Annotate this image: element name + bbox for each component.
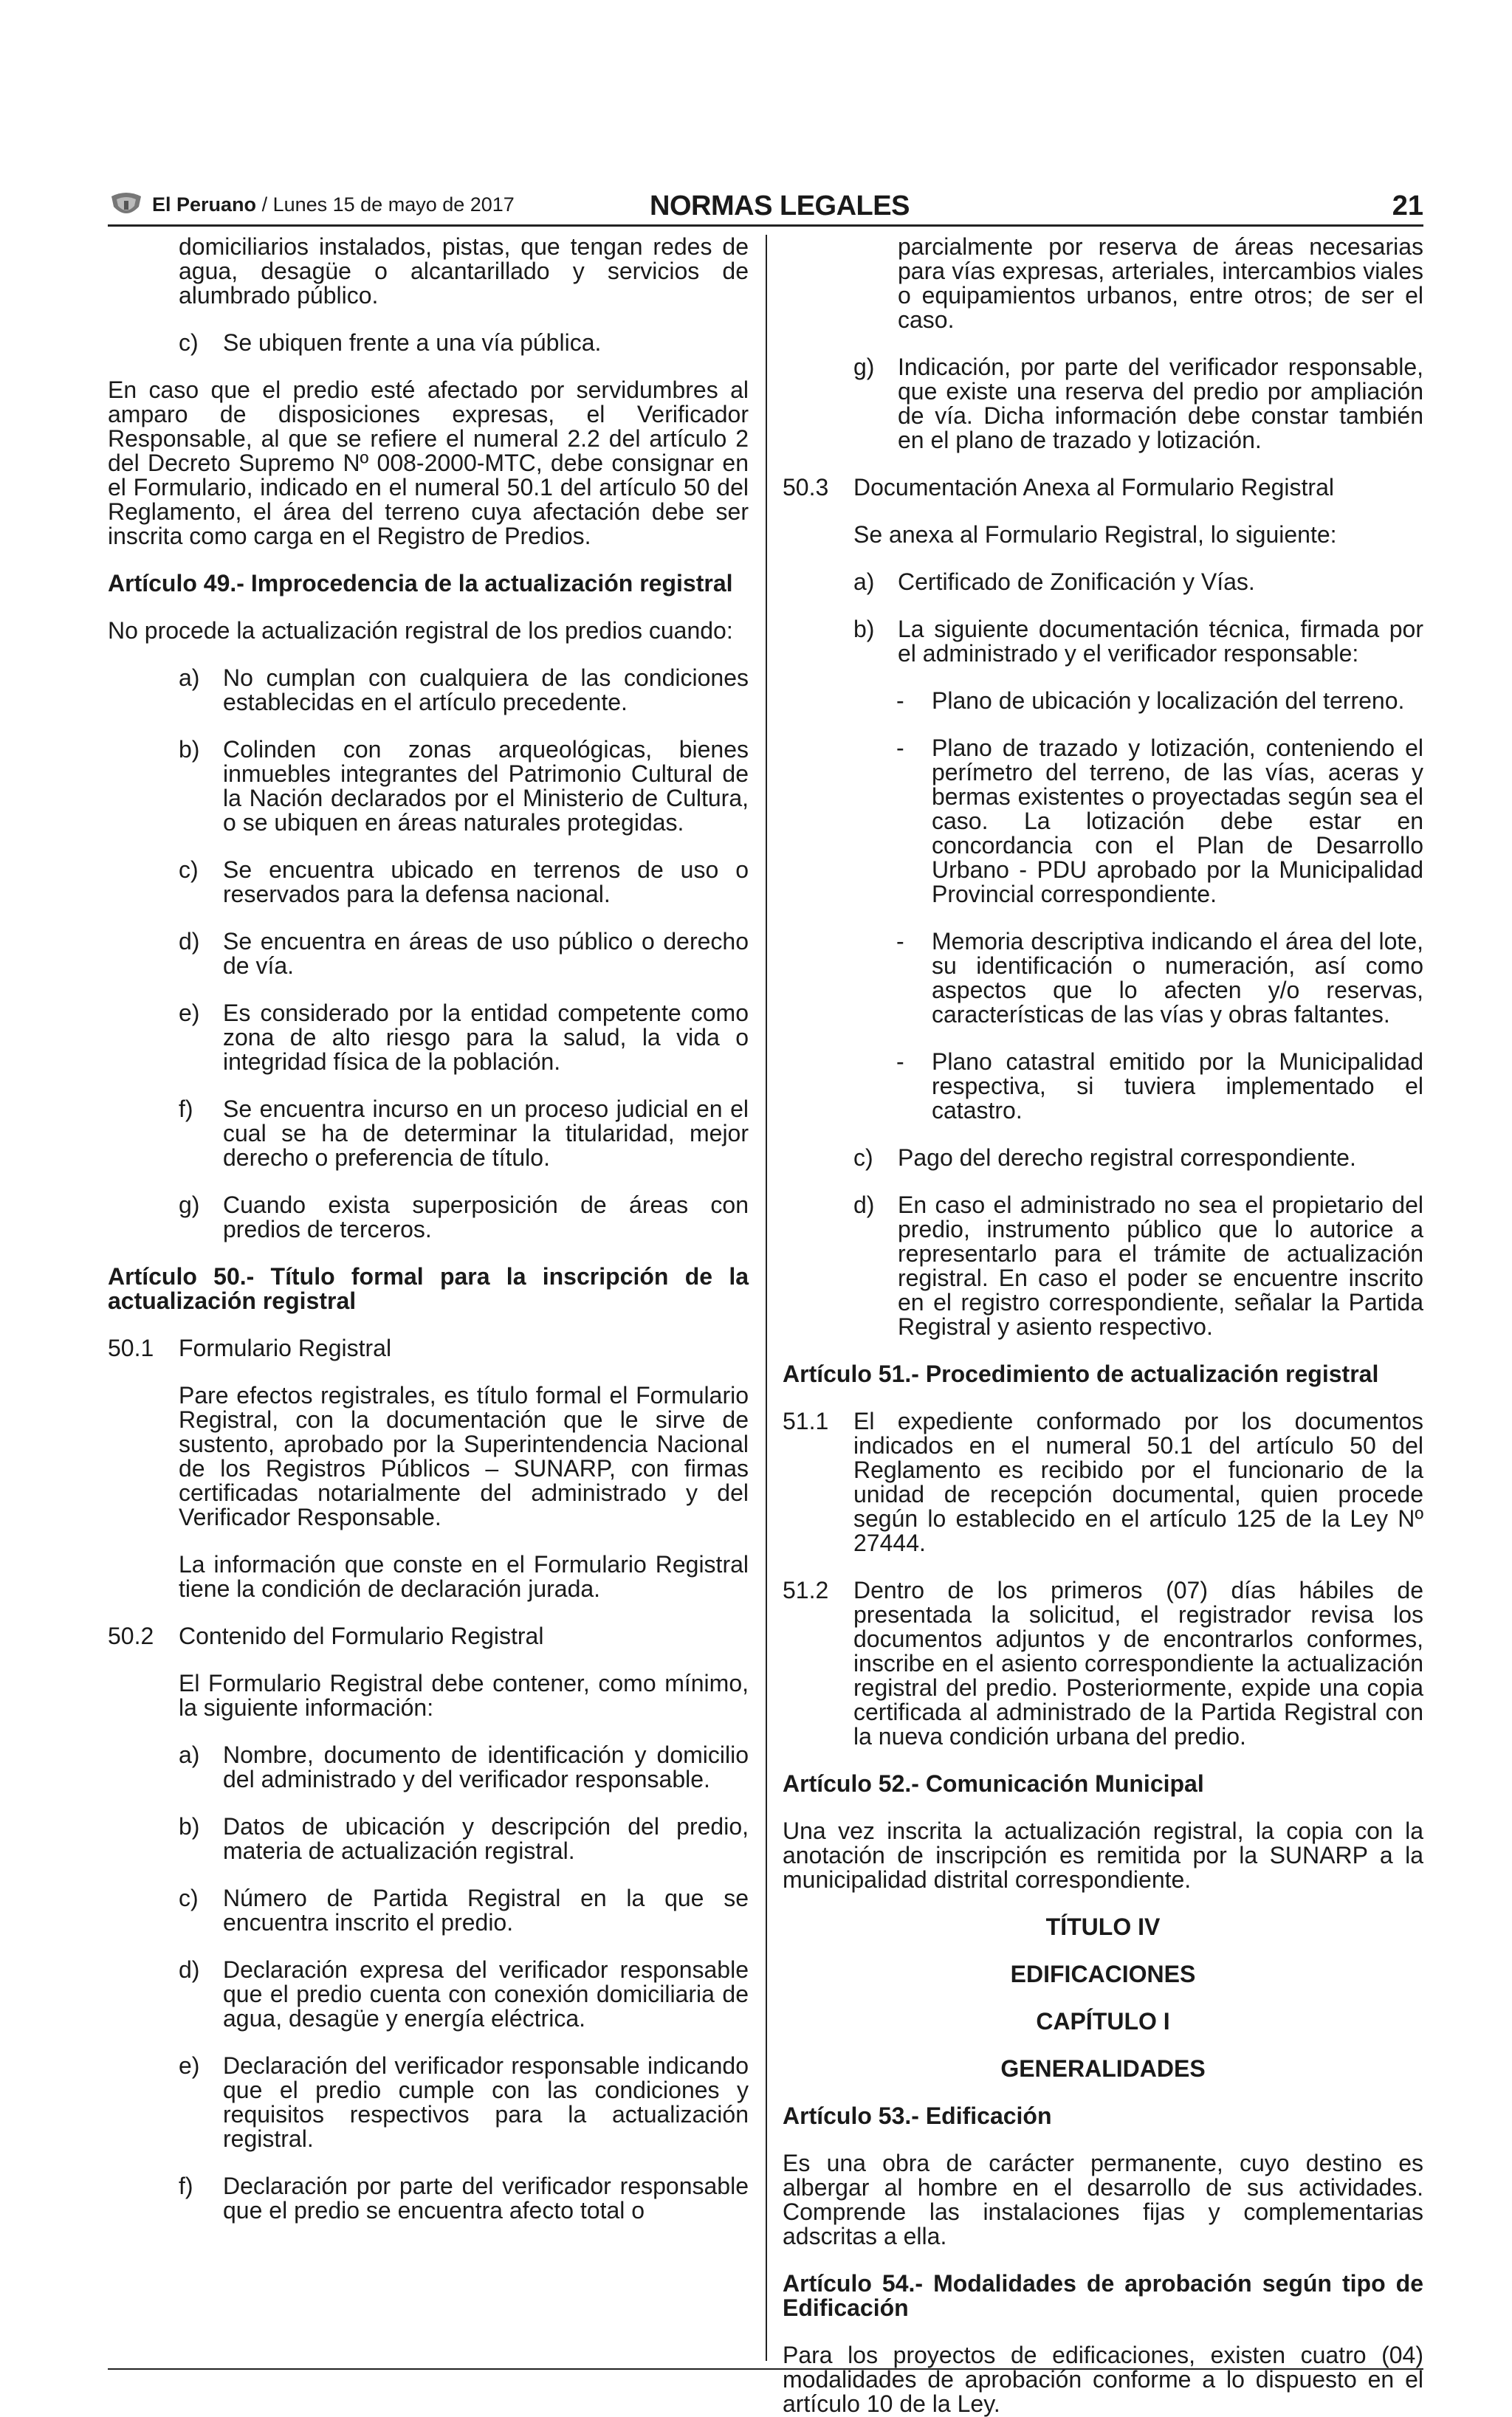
section-text: El expediente conformado por los documentos indicados en el numeral 50.1 del artículo 50 del Reglamento es recibido por el funcionario de la unidad de recepción documental, quien procede según lo establecido en el artículo 125 de la Ley Nº 27444.: [853, 1408, 1423, 1556]
paragraph: Para los proyectos de edificaciones, existen cuatro (04) modalidades de aprobación conforme a lo dispuesto en el artículo 10 de la Ley.: [783, 2342, 1423, 2417]
item-text: Datos de ubicación y descripción del predio, materia de actualización registral.: [223, 1813, 749, 1864]
numbered-section: [108, 1624, 749, 1648]
item-marker: -: [896, 1048, 904, 1075]
paragraph: No procede la actualización registral de los predios cuando:: [108, 617, 733, 644]
item-text: Nombre, documento de identificación y domicilio del administrado y del verificador responsable.: [223, 1742, 749, 1792]
right-column: [783, 235, 1423, 2416]
item-marker: f): [179, 1096, 193, 1122]
sub-list-item: [783, 1050, 1423, 1123]
section-number: 50.3: [783, 474, 829, 501]
list-item: [783, 570, 1423, 594]
item-text: Certificado de Zonificación y Vías.: [898, 568, 1255, 595]
item-text: Colinden con zonas arqueológicas, bienes inmuebles integrantes del Patrimonio Cultural de la Nación declarados por el Ministerio de Cultura, o se ubiquen en áreas naturales protegidas.: [223, 736, 749, 836]
sub-list-item: [783, 689, 1423, 713]
section-number: 50.1: [108, 1335, 154, 1361]
item-marker: e): [179, 1000, 200, 1026]
column-divider: [766, 235, 767, 2361]
item-text: Declaración por parte del verificador responsable que el predio se encuentra afecto total o: [223, 2173, 749, 2224]
sub-list-item: [783, 736, 1423, 907]
list-item: [783, 1146, 1423, 1170]
article-heading: Artículo 54.- Modalidades de aprobación según tipo de Edificación: [783, 2270, 1423, 2321]
item-marker: b): [179, 1813, 200, 1840]
numbered-section: [783, 475, 1423, 500]
section-title: NORMAS LEGALES: [650, 190, 910, 221]
item-marker: c): [179, 329, 199, 356]
chapter-name: GENERALIDADES: [1000, 2055, 1206, 2082]
item-marker: b): [853, 616, 875, 642]
item-marker: c): [179, 1885, 199, 1911]
paragraph: Una vez inscrita la actualización registral, la copia con la anotación de inscripción es remitida por la SUNARP a la municipalidad distrital correspondiente.: [783, 1818, 1423, 1893]
newspaper-name: El Peruano: [152, 193, 257, 216]
item-text: Pago del derecho registral correspondiente.: [898, 1144, 1356, 1171]
page-number: 21: [1392, 190, 1423, 221]
title-name: EDIFICACIONES: [1010, 1961, 1196, 1987]
item-marker: -: [896, 928, 904, 955]
paragraph: Pare efectos registrales, es título formal el Formulario Registral, con la documentación que le sirve de sustento, aprobado por la Superintendencia Nacional de los Registros Públicos – SUNARP, con firmas certificadas notarialmente del administrado y del Verificador Responsable.: [179, 1382, 749, 1530]
numbered-section: [108, 1336, 749, 1361]
sub-list-item: [783, 929, 1423, 1027]
section-title: Formulario Registral: [179, 1335, 392, 1361]
item-text: Es considerado por la entidad competente como zona de alto riesgo para la salud, la vida o integridad física de la población.: [223, 1000, 749, 1075]
header-rule: [108, 224, 1423, 227]
item-text: Indicación, por parte del verificador responsable, que existe una reserva del predio por ampliación de vía. Dicha información debe constar también en el plano de trazado y lotización.: [898, 354, 1423, 453]
list-item: [108, 1815, 749, 1863]
paragraph: En caso que el predio esté afectado por servidumbres al amparo de disposiciones expresas, el Verificador Responsable, al que se refiere el numeral 2.2 del artículo 2 del Decreto Supremo Nº 008-2000-MTC, debe consignar en el Formulario, indicado en el numeral 50.1 del artículo 50 del Reglamento, el área del terreno cuya afectación debe ser inscrita como carga en el Registro de Predios.: [108, 377, 749, 549]
coat-of-arms-icon: [108, 190, 145, 225]
publication-date: / Lunes 15 de mayo de 2017: [261, 193, 515, 216]
item-marker: d): [179, 928, 200, 955]
list-item: [783, 1193, 1423, 1339]
paragraph: La información que conste en el Formulario Registral tiene la condición de declaración jurada.: [179, 1551, 749, 1602]
section-title: Contenido del Formulario Registral: [179, 1623, 544, 1649]
paragraph: Se anexa al Formulario Registral, lo siguiente:: [853, 521, 1337, 548]
item-marker: a): [853, 568, 875, 595]
item-text: Se encuentra incurso en un proceso judicial en el cual se ha de determinar la titularidad, mejor derecho o preferencia de título.: [223, 1096, 749, 1171]
list-item: [108, 858, 749, 907]
item-text: Se encuentra en áreas de uso público o derecho de vía.: [223, 928, 749, 979]
list-item: [108, 2054, 749, 2151]
paragraph: Es una obra de carácter permanente, cuyo destino es albergar al hombre en el desarrollo de sus actividades. Comprende las instalaciones fijas y complementarias adscritas a ella.: [783, 2150, 1423, 2249]
item-marker: d): [179, 1956, 200, 1983]
list-item: [108, 2174, 749, 2223]
item-text: Plano catastral emitido por la Municipalidad respectiva, si tuviera implementado el catastro.: [932, 1048, 1423, 1124]
list-item: [783, 617, 1423, 666]
list-item: [108, 1001, 749, 1074]
list-item: [108, 738, 749, 835]
article-heading: Artículo 49.- Improcedencia de la actualización registral: [108, 570, 733, 596]
section-text: Dentro de los primeros (07) días hábiles de presentada la solicitud, el registrador revisa los documentos adjuntos y de encontrarlos conformes, inscribe en el asiento correspondiente la actualización registral del predio. Posteriormente, expide una copia certificada al administrado de la Partida Registral con la nueva condición urbana del predio.: [853, 1577, 1423, 1750]
section-number: 51.1: [783, 1408, 829, 1434]
article-heading: Artículo 51.- Procedimiento de actualización registral: [783, 1361, 1379, 1387]
paragraph: El Formulario Registral debe contener, como mínimo, la siguiente información:: [179, 1670, 749, 1721]
title-heading: TÍTULO IV: [1045, 1914, 1161, 1940]
numbered-section: [783, 1578, 1423, 1749]
numbered-section: [783, 1409, 1423, 1555]
list-item: [108, 1193, 749, 1242]
item-text: Plano de ubicación y localización del terreno.: [932, 687, 1405, 714]
item-text: La siguiente documentación técnica, firmada por el administrado y el verificador responsable:: [898, 616, 1423, 667]
item-text: Cuando exista superposición de áreas con predios de terceros.: [223, 1192, 749, 1242]
item-marker: c): [179, 856, 199, 883]
chapter-heading: CAPÍTULO I: [1036, 2008, 1170, 2035]
item-text: No cumplan con cualquiera de las condiciones establecidas en el artículo precedente.: [223, 664, 749, 715]
item-marker: g): [853, 354, 875, 380]
section-number: 50.2: [108, 1623, 154, 1649]
item-text: Declaración expresa del verificador responsable que el predio cuenta con conexión domiciliaria de agua, desagüe y energía eléctrica.: [223, 1956, 749, 2032]
item-text: Plano de trazado y lotización, conteniendo el perímetro del terreno, de las vías, aceras y bermas existentes o proyectadas según sea el caso. La lotización debe estar en concordancia con el Plan de Desarrollo Urbano - PDU aprobado por la Municipalidad Provincial correspondiente.: [932, 735, 1423, 907]
list-item: [108, 929, 749, 978]
list-item: [108, 1097, 749, 1170]
article-heading: Artículo 52.- Comunicación Municipal: [783, 1770, 1204, 1797]
item-marker: -: [896, 687, 904, 714]
article-heading: Artículo 50.- Título formal para la inscripción de la actualización registral: [108, 1263, 749, 1314]
item-marker: b): [179, 736, 200, 763]
item-marker: f): [179, 2173, 193, 2199]
article-heading: Artículo 53.- Edificación: [783, 2103, 1052, 2129]
item-text: Se ubiquen frente a una vía pública.: [223, 329, 602, 356]
list-item: [108, 666, 749, 715]
page-header: [108, 190, 1423, 223]
list-item: [108, 1886, 749, 1935]
item-marker: e): [179, 2052, 200, 2079]
publication-info: [152, 193, 515, 216]
list-item: [783, 355, 1423, 453]
continuation-text: domiciliarios instalados, pistas, que tengan redes de agua, desagüe o alcantarillado y servicios de alumbrado público.: [179, 233, 749, 309]
list-item: [108, 1958, 749, 2031]
item-marker: a): [179, 1742, 200, 1768]
list-item: [108, 331, 749, 355]
item-marker: d): [853, 1192, 875, 1218]
left-column: [108, 235, 749, 2223]
item-marker: c): [853, 1144, 873, 1171]
item-text: En caso el administrado no sea el propietario del predio, instrumento público que lo autorice a representarlo para el trámite de actualización registral. En caso el poder se encuentre inscrito en el registro correspondiente, señalar la Partida Registral y asiento respectivo.: [898, 1192, 1423, 1340]
section-number: 51.2: [783, 1577, 829, 1603]
item-text: Declaración del verificador responsable indicando que el predio cumple con las condiciones y requisitos respectivos para la actualización registral.: [223, 2052, 749, 2152]
item-text: Número de Partida Registral en la que se encuentra inscrito el predio.: [223, 1885, 749, 1936]
section-title: Documentación Anexa al Formulario Registral: [853, 474, 1334, 501]
item-marker: a): [179, 664, 200, 691]
item-text: Se encuentra ubicado en terrenos de uso o reservados para la defensa nacional.: [223, 856, 749, 907]
item-text: Memoria descriptiva indicando el área del lote, su identificación o numeración, así como aspectos que lo afecten y/o reservas, características de las vías y obras faltantes.: [932, 928, 1423, 1028]
item-marker: g): [179, 1192, 200, 1218]
continuation-text: parcialmente por reserva de áreas necesarias para vías expresas, arteriales, intercambios viales o equipamientos urbanos, entre otros; de ser el caso.: [898, 233, 1423, 333]
item-marker: -: [896, 735, 904, 761]
list-item: [108, 1743, 749, 1792]
